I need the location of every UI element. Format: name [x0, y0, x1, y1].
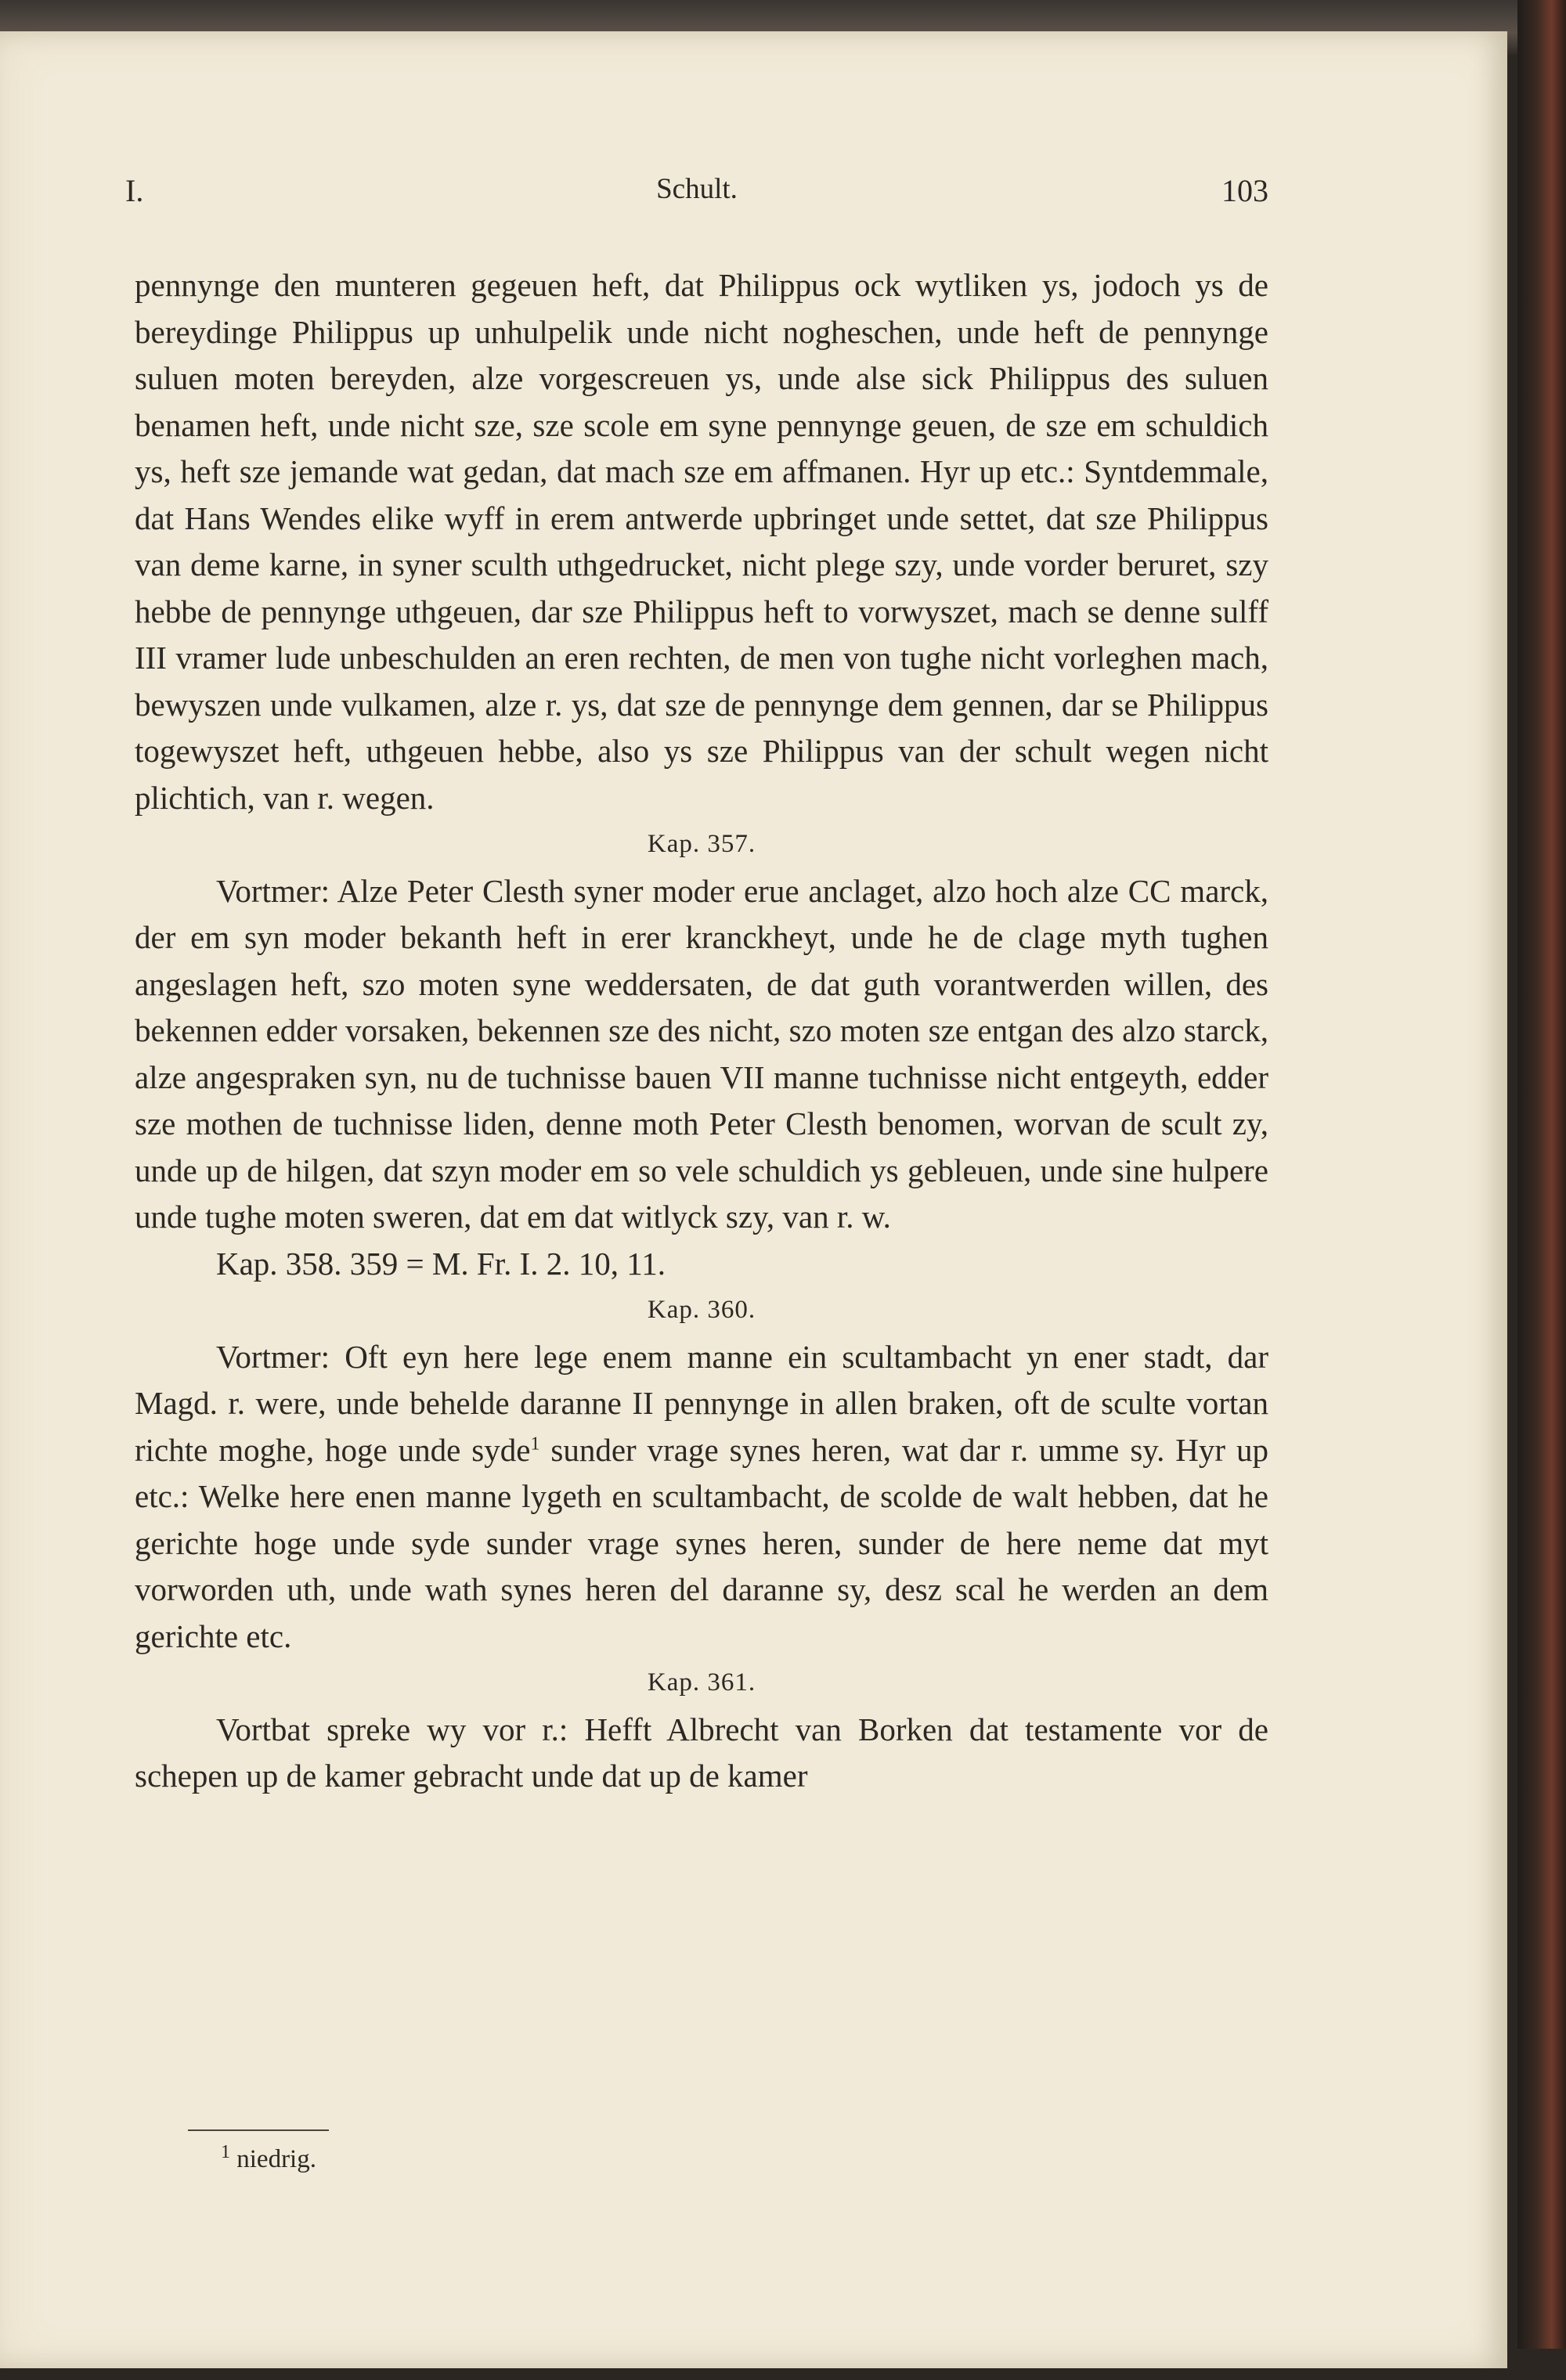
chapter-heading-361: Kap. 361. — [647, 1668, 756, 1697]
main-text — [135, 262, 1268, 1800]
chapter-heading-357: Kap. 357. — [647, 830, 756, 858]
running-title: Schult. — [656, 173, 738, 205]
footnote-mark: 1 — [221, 2142, 230, 2162]
chapter-heading-360: Kap. 360. — [647, 1296, 756, 1324]
paragraph-kap-360 — [135, 1334, 1268, 1661]
paragraph-continuation: pennynge den munteren gegeuen heft, dat Philippus ock wytliken ys, jodoch ys de bereydinge Philippus up unhulpelik unde nicht nogheschen, unde heft de pennynge suluen moten bereyden, alze vorgescreuen ys, unde alse sick Philippus des suluen benamen heft, unde nicht sze, sze scole em syne pennynge geuen, de sze em schuldich ys, heft sze jemande wat gedan, dat mach sze em affmanen. Hyr up etc.: Syntdemmale, dat Hans Wendes elike wyff in erem antwerde upbringet unde settet, dat sze Philippus van deme karne, in syner sculth uthgedrucket, nicht plege szy, unde vorder beruret, szy hebbe de pennynge uthgeuen, dar sze Philippus heft to vorwyszet, mach se denne sulff III vramer lude unbeschulden an eren rechten, de men von tughe nicht vorleghen mach, bewyszen unde vulkamen, alze r. ys, dat sze de pennynge dem gennen, dar se Philippus togewyszet heft, uthgeuen hebbe, also ys sze Philippus van der schult wegen nicht plichtich, van r. wegen. — [135, 267, 1268, 816]
footnote-text: niedrig. — [230, 2145, 316, 2173]
section-number: I. — [125, 173, 144, 208]
footnote-reference: 1 — [530, 1433, 540, 1454]
paragraph-kap-361: Vortbat spreke wy vor r.: Hefft Albrecht van Borken dat testamente vor de schepen up de kamer gebracht unde dat up de kamer — [135, 1711, 1268, 1794]
cross-reference-358-359: Kap. 358. 359 = M. Fr. I. 2. 10, 11. — [216, 1245, 666, 1282]
book-page — [0, 31, 1507, 2368]
running-header — [125, 172, 1268, 219]
book-binding-spine — [1517, 0, 1566, 2380]
paragraph-kap-360-part1: Vortmer: Oft eyn here lege enem manne ein scultambacht yn ener stadt, dar Magd. r. were, unde behelde daranne II pennynge in allen braken, oft de sculte vortan richte moghe, hoge unde syde — [135, 1338, 1268, 1468]
paragraph-kap-360-part2: sunder vrage synes heren, wat dar r. umme sy. Hyr up etc.: Welke here enen manne lygeth en scultambacht, de scolde de walt hebben, dat he gerichte hoge unde syde sunder vrage synes heren, sunder de here neme dat myt vorworden uth, unde wath synes heren del daranne sy, desz scal he werden an dem gerichte etc. — [135, 1431, 1268, 1654]
paragraph-kap-357: Vortmer: Alze Peter Clesth syner moder erue anclaget, alzo hoch alze CC marck, der em syn moder bekanth heft in erer kranckheyt, unde he de clage myth tughen angeslagen heft, szo moten syne weddersaten, de dat guth vorantwerden willen, des bekennen edder vorsaken, bekennen sze des nicht, szo moten sze entgan des alzo starck, alze angespraken syn, nu de tuchnisse bauen VII manne tuchnisse nicht entgeyth, edder sze mothen de tuchnisse liden, denne moth Peter Clesth benomen, worvan de scult zy, unde up de hilgen, dat szyn moder em so vele schuldich ys gebleuen, unde sine hulpere unde tughe moten sweren, dat em dat witlyck szy, van r. w. — [135, 872, 1268, 1235]
footnote — [221, 2142, 316, 2174]
footnote-divider — [188, 2129, 329, 2131]
page-number: 103 — [1221, 173, 1268, 208]
